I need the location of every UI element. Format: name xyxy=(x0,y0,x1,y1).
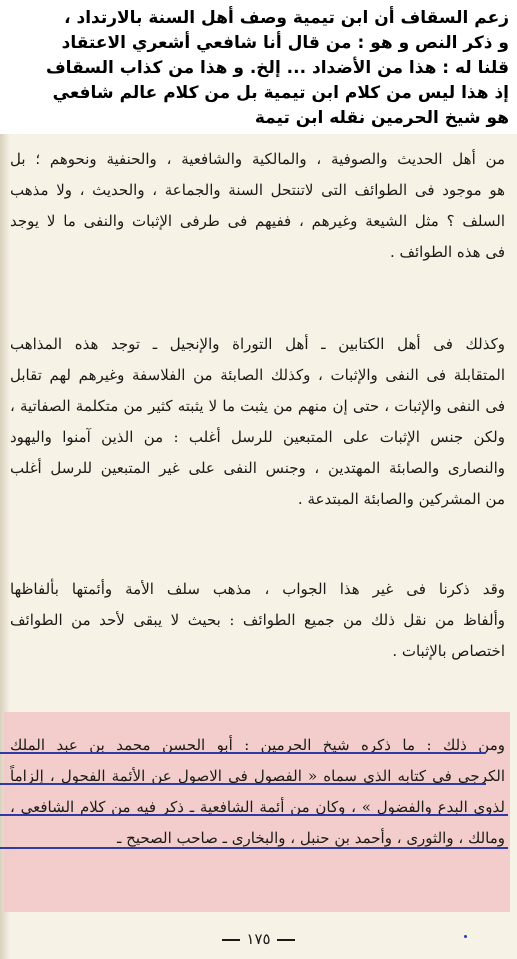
paragraph xyxy=(10,574,505,667)
caption-line: قلنا له : هذا من الأضداد ... إلخ. و هذا من كذاب السقاف xyxy=(45,58,509,78)
page-number xyxy=(0,930,517,948)
text-line: الكرجى فى كتابه الذى سماه « الفصول فى الاصول عن الأئمة الفحول ، إلزاماً xyxy=(10,767,505,785)
text-line: وألفاظ من نقل ذلك من جميع الطوائف : بحيث لا يبقى لأحد من الطوائف xyxy=(10,611,505,629)
ink-dot xyxy=(464,935,467,938)
scanned-book-page xyxy=(0,134,517,959)
text-line: ومالك ، والثورى ، وأحمد بن حنبل ، والبخارى ـ صاحب الصحيح ـ xyxy=(116,829,505,847)
text-line: اختصاص بالإثبات . xyxy=(392,642,505,660)
text-line: من أهل الحديث والصوفية ، والمالكية والشافعية ، والحنفية ونحوهم ؛ بل xyxy=(10,150,505,168)
text-line: المتقابلة فى النفى والإثبات ، وكذلك الصابئة من الفلاسفة وغيرهم لهم تقابل xyxy=(10,366,505,384)
underline-mark xyxy=(0,847,508,849)
text-line: السلف ؟ مثل الشيعة وغيرهم ، ففيهم فى طرفى الإثبات والنفى ما لا يوجد xyxy=(10,212,505,230)
text-line: والنصارى والصابئة المهتدين ، وجنس النفى على غير المتبعين للرسل أغلب xyxy=(10,459,505,477)
text-line: ولكن جنس الإثبات على المتبعين للرسل أغلب : من الذين آمنوا واليهود xyxy=(10,428,505,446)
text-line: هو موجود فى الطوائف التى لاتنتحل السنة والجماعة ، والحديث ، ولا مذهب xyxy=(10,181,505,199)
paragraph xyxy=(10,329,505,515)
page-number-text: ١٧٥ xyxy=(246,930,271,948)
text-line: وكذلك فى أهل الكتابين ـ أهل التوراة والإنجيل ـ توجد هذه المذاهب xyxy=(10,335,505,353)
caption-line: زعم السقاف أن ابن تيمية وصف أهل السنة بالارتداد ، xyxy=(64,8,509,28)
text-line: فى هذه الطوائف . xyxy=(389,243,505,261)
text-line: فى النفى والإثبات ، حتى إن منهم من يثبت ما لا يثبته كثير من متكلمة الصفاتية ، xyxy=(10,397,505,415)
underline-mark xyxy=(0,752,486,754)
paragraph xyxy=(10,144,505,268)
dash-mark xyxy=(277,939,295,941)
text-line: من المشركين والصابئة المبتدعة . xyxy=(297,490,505,508)
caption-line: إذ هذا ليس من كلام ابن تيمية بل من كلام عالم شافعي xyxy=(52,83,509,103)
dash-mark xyxy=(222,939,240,941)
text-line: وقد ذكرنا فى غير هذا الجواب ، مذهب سلف الأمة وأئمتها بألفاظها xyxy=(10,580,505,598)
caption-line: و ذكر النص و هو : من قال أنا شافعي أشعري الاعتقاد xyxy=(61,33,509,53)
underline-mark xyxy=(0,783,486,785)
underline-mark xyxy=(0,814,508,816)
text-line: ومن ذلك : ما ذكره شيخ الحرمين : أبو الحسن محمد بن عبد الملك xyxy=(10,736,505,754)
caption-box xyxy=(0,0,517,134)
caption-line: هو شيخ الحرمين نقله ابن تيمة xyxy=(254,108,509,128)
text-line: لذوى البدع والفضول » ، وكان من أئمة الشافعية ـ ذكر فيه من كلام الشافعى ، xyxy=(10,798,505,816)
highlighted-paragraph xyxy=(10,730,505,854)
